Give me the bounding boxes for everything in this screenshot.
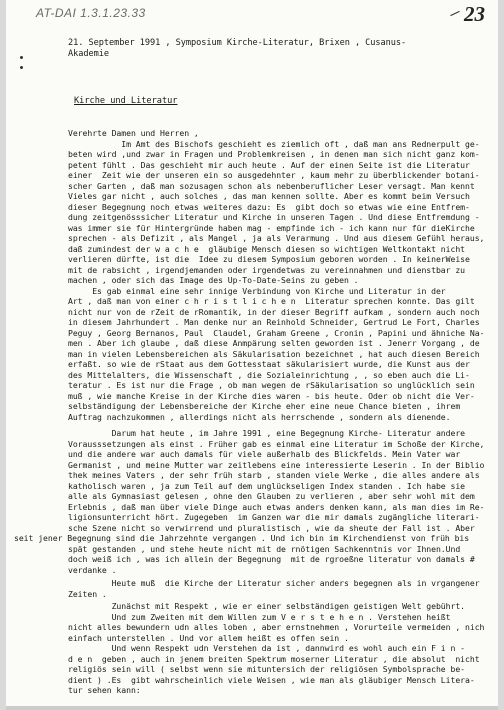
body-line: daß zumindest der w a c h e gläubige Mensch diesen so wichtigen Weltkontakt nicht [68,243,466,254]
body-line: Darum hat heute , im Jahre 1991 , eine Begegnung Kirche- Literatur andere [68,428,466,438]
body-line: machen , oder sich das Image des Up-To-Date-Seins zu geben . [68,275,359,285]
body-line: men . Aber ich glaube , daß diese Anmpärung selten geworden ist . Jenerr Vorgang , de [68,338,480,348]
document-title: Kirche und Literatur [74,96,178,106]
body-line: thek meines Vaters , der sehr früh starb , standen viele Werke , die alles andere als [68,470,480,480]
body-line: Vorausssetzungen als einst . Früher gab es einmal eine Literatur im Schoße der Kirche, [68,438,485,449]
body-line: selbständigung der Lebensbereiche der Kirche eher eine neue Chance bieten , ihrem [68,401,461,411]
body-line: verlieren dürfte, ist die Idee zu diesem Symposium geboren worden . In keinerWeise [68,254,470,264]
body-line: Germanist , und meine Mutter war zeitlebens eine interessierte Leserin . In der Biblio [68,459,485,470]
body-line: Heute muß die Kirche der Literatur sicher anders begegnen als in vrgangener [68,578,480,588]
body-line: des Mittelalters, die Wissenschaft , die Sozialeinrichtung , , so eben auch die Li- [68,369,470,380]
body-line: einfach unterstellen . Und vor allem heißt es offen sein . [68,632,349,643]
body-line: dient ) .Es gibt wahrscheinlich viele Weisen , wie man als gläubiger Mensch Litera- [68,674,475,685]
body-line: Zunächst mit Respekt , wie er einer selbständigen geistigen Welt gebührt. [68,601,466,611]
body-line: man in vielen Lebensbereichen als Säkularisation bezeichnet , hat auch diesen Bereich [68,348,480,359]
punch-hole-mark [20,66,23,69]
body-line: beten wird ,und zwar in Fragen und Problemkreisen , in denen man sich nicht ganz kom- [68,149,480,159]
body-line: seit jener Begegnung sind die Jahrzehnte vergangen . Und ich bin im Kirchendienst von früh bis [14,533,470,543]
body-line: tur sehen kann: [68,685,141,695]
body-line: verdanke . [68,564,117,575]
body-line: sprechen - als Defizit , als Mangel , ja als Verarmung . Und aus diesem Gefühl heraus, [68,233,485,243]
body-line: Und zum Zweiten mit dem Willen zum V e r s t e h e n . Verstehen heißt [68,611,451,622]
body-line: und die andere war auch damals für viele außerhalb des Blickfelds. Mein Vater war [68,449,461,459]
page-number: 23 [464,2,485,26]
body-line: Zeiten . [68,588,107,599]
body-line: Verehrte Damen und Herren , [68,128,199,138]
body-line: sche Szene nicht so verwirrend und pluralistisch , wie da sheute der Fall ist . Aber [68,522,475,533]
body-line: Peguy , Georg Bernanos, Paul Claudel, Graham Greene , Cronin , Papini und ähniche Na- [68,327,485,338]
body-line: erfaßt. so wie de rStaat aus dem Gottesstaat säkularisiert wurde, die Kunst aus der [68,359,470,369]
body-line: teratur . Es ist nur die Frage , ob man wegen de rSäkularisation so unglücklich sein [68,380,475,390]
body-line: katholisch waren , ja zum Teil auf dem unglückseligen Index standen . Ich habe sie [68,480,466,491]
body-line: Vieles gar nicht , auch solches , das man kennen sollte. Aber es kommt beim Versuch [68,191,470,201]
archive-stamp: AT-DAI 1.3.1.23.33 [36,6,146,20]
header-line-2: Akademie [68,49,109,59]
body-line: dung zeitgenösssicher Literatur und Kirche in unseren Tagen . Und diese Entfremdung - [68,212,480,222]
body-line: muß , wie manche Kreise in der Kirche dies waren - bis heute. Oder ob nicht die Ver- [68,390,475,401]
body-line: nicht nur von de rZeit de rRomantik, in der dieser Begriff aufkam , sondern auch noch [68,306,480,317]
body-line: d e n geben , auch in jenem breiten Spektrum moserner Literatur , die absolut nicht [68,653,480,664]
body-line: Und wenn Respekt udn Verstehen da ist , dannwird es wohl auch ein F i n - [68,643,466,653]
body-line: nicht alles bewundern udn alles loben , aber ernstnehmen , Vorurteile vermeiden , nich [68,622,485,632]
document-page [6,0,498,710]
punch-hole-mark [20,56,23,59]
page-edge [6,706,498,710]
body-line: in diesem Jahrhundert . Man denke nur an Reinhold Schneider, Gertrud Le Fort, Charles [68,317,480,327]
body-line: Es gab einmal eine sehr innige Verbindung von Kirche und Literatur in der [68,285,446,296]
body-line: mit de rabsicht , irgendjemanden oder irgendetwas zu vereinnahmen und dienstbar zu [68,264,466,275]
body-line: alle als Gymnasiast gelesen , ohne den Glauben zu verlieren , aber sehr wohl mit dem [68,491,475,501]
body-line: dieser Begegnung noch etwas weiteres dazu: Es gibt doch so etwas wie eine Entfrem- [68,201,470,212]
body-line: Auftrag nachzukommen , allerdings nicht als herrschende , sondern als dienende. [68,411,451,422]
body-line: religiös sein will ( selbst wenn sie mituntersich der religiösen Symbolsprache be- [68,664,466,674]
body-line: Erlebnis , daß man über viele Dinge auch etwas anders denken kann, als man dies im Re- [68,501,485,512]
body-line: spät gestanden , und stehe heute nicht mit de rnötigen Sachkenntnis vor Ihnen.Und [68,543,461,554]
body-line: was immer sie für Hintergründe haben mag - empfinde ich - ich kann nur für dieKirche [68,222,475,233]
body-line: Art , daß man von einer c h r i s t l i c h e n Literatur sprechen konnte. Das gilt [68,296,475,306]
body-line: scher Garten , daß man sozusagen schon als nebenberuflicher Leser versagt. Man kennt [68,180,475,191]
body-line: ligionsunterricht hört. Zugegeben im Ganzen war die mir damals zugängliche literari- [68,512,480,522]
body-line: petent fühlt . Das geschieht mir auch heute . Auf der einen Seite ist die Literatur [68,159,470,170]
body-line: einer Zeit wie der unseren ein so ausgedehnter , kaum mehr zu überblickender botani- [68,170,480,180]
body-line: Im Amt des Bischofs geschieht es ziemlich oft , daß man ans Rednerpult ge- [68,138,480,149]
body-line: doch weiß ich , was ich allein der Begegnung mit de rgroeßne literatur von damals # [68,554,475,564]
header-line-1: 21. September 1991 , Symposium Kirche-Literatur, Brixen , Cusanus- [68,38,407,48]
